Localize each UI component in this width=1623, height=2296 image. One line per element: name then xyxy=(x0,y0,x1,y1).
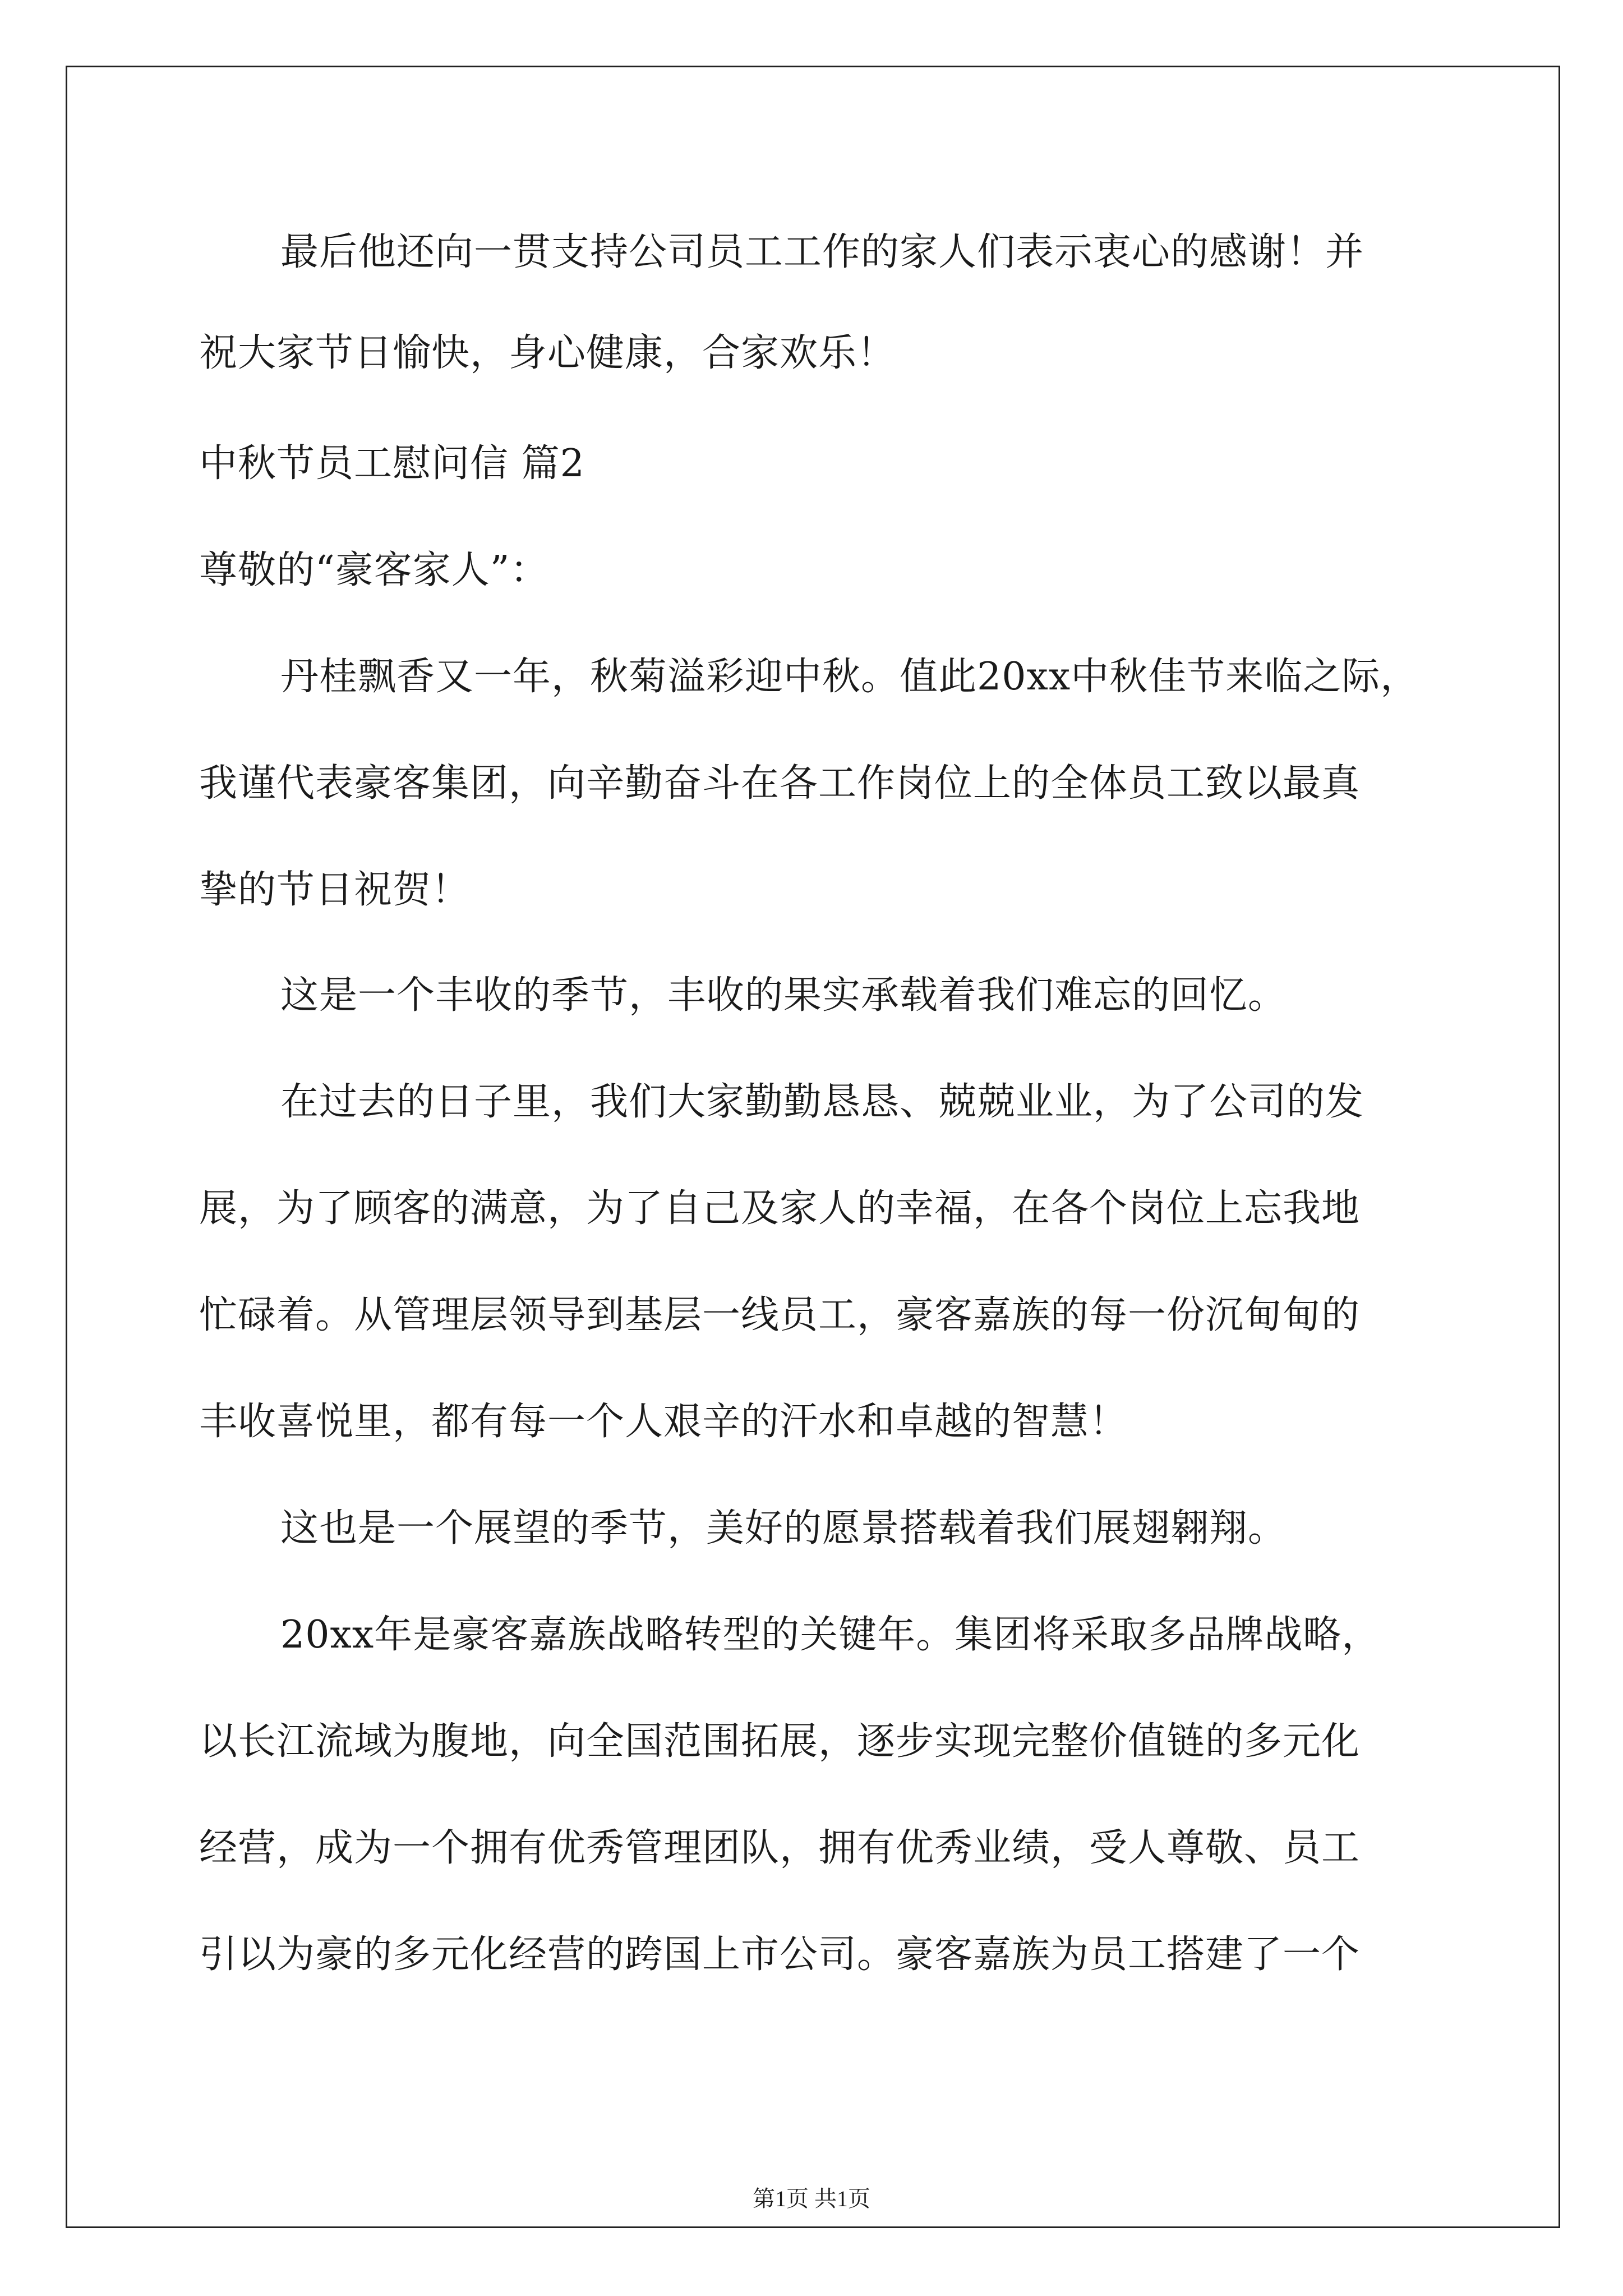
paragraph-line: 这也是一个展望的季节，美好的愿景搭载着我们展翅翱翔。 xyxy=(280,1506,1287,1550)
page-footer xyxy=(0,2185,1623,2213)
page-border xyxy=(66,66,1560,2228)
salutation: 尊敬的“豪客家人”： xyxy=(199,548,549,592)
paragraph-line: 祝大家节日愉快，身心健康，合家欢乐！ xyxy=(199,331,896,375)
paragraph-line: 以长江流域为腹地，向全国范围拓展，逐步实现完整价值链的多元化 xyxy=(199,1719,1361,1764)
paragraph-line: 我谨代表豪客集团，向辛勤奋斗在各工作岗位上的全体员工致以最真 xyxy=(199,761,1361,806)
section-heading: 中秋节员工慰问信 篇2 xyxy=(199,441,585,486)
paragraph-line: 丰收喜悦里，都有每一个人艰辛的汗水和卓越的智慧！ xyxy=(199,1400,1128,1444)
paragraph-line: 丹桂飘香又一年，秋菊溢彩迎中秋。值此20xx中秋佳节来临之际， xyxy=(280,655,1419,699)
paragraph-line: 展，为了顾客的满意，为了自己及家人的幸福，在各个岗位上忘我地 xyxy=(199,1186,1361,1231)
page-number: 第1页 共1页 xyxy=(753,2186,870,2211)
paragraph-line: 挚的节日祝贺！ xyxy=(199,868,471,912)
paragraph-line: 经营，成为一个拥有优秀管理团队，拥有优秀业绩，受人尊敬、员工 xyxy=(199,1826,1361,1870)
paragraph-line: 在过去的日子里，我们大家勤勤恳恳、兢兢业业，为了公司的发 xyxy=(280,1080,1364,1124)
paragraph-line: 引以为豪的多元化经营的跨国上市公司。豪客嘉族为员工搭建了一个 xyxy=(199,1932,1361,1977)
paragraph-line: 忙碌着。从管理层领导到基层一线员工，豪客嘉族的每一份沉甸甸的 xyxy=(199,1293,1361,1337)
paragraph-line: 最后他还向一贯支持公司员工工作的家人们表示衷心的感谢！并 xyxy=(280,230,1364,274)
paragraph-line: 20xx年是豪客嘉族战略转型的关键年。集团将采取多品牌战略， xyxy=(280,1613,1381,1657)
paragraph-line: 这是一个丰收的季节，丰收的果实承载着我们难忘的回忆。 xyxy=(280,973,1287,1018)
